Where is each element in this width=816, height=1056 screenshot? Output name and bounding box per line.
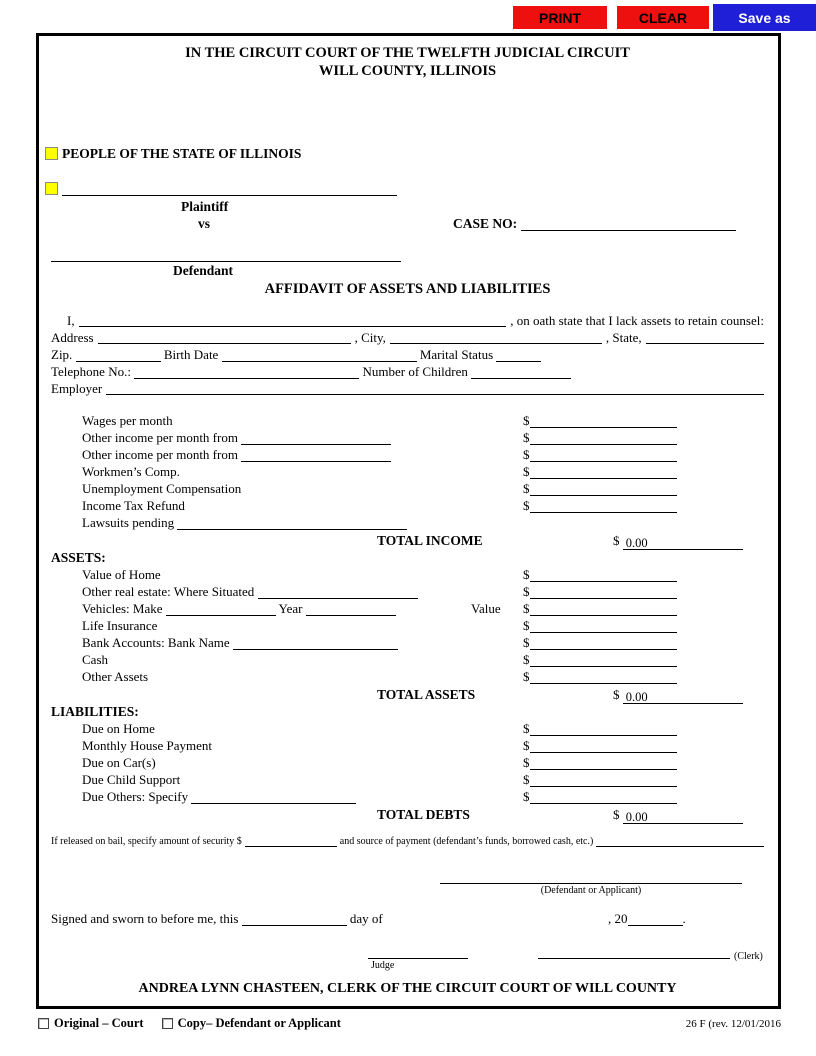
other-assets-label: Other Assets <box>82 669 149 684</box>
vehicles-year-label: Year <box>278 601 303 616</box>
value-of-home-label: Value of Home <box>82 567 161 582</box>
address-line <box>51 329 764 346</box>
signature-row <box>51 870 764 885</box>
liability-row-others <box>51 788 764 805</box>
total-assets-label: TOTAL ASSETS <box>377 687 476 702</box>
people-checkbox[interactable] <box>45 147 58 160</box>
due-on-home-field[interactable] <box>530 722 677 736</box>
income-row-wages <box>51 412 764 429</box>
dollar-sign: $ <box>523 413 530 428</box>
real-estate-location-field[interactable] <box>258 585 418 599</box>
zip-line <box>51 346 764 363</box>
save-as-button[interactable]: Save as <box>713 4 816 31</box>
total-income-value: 0.00 <box>623 536 743 550</box>
lawsuits-label: Lawsuits pending <box>82 515 175 530</box>
other-income-source-field-2[interactable] <box>241 448 391 462</box>
bail-security-field[interactable] <box>245 836 337 847</box>
other-income-amount-field-1[interactable] <box>530 431 677 445</box>
court-header-line2: WILL COUNTY, ILLINOIS <box>318 63 497 79</box>
zip-label: Zip. <box>51 347 73 362</box>
bail-source-field[interactable] <box>596 836 764 847</box>
asset-row-life-insurance <box>51 617 764 634</box>
liability-row-child-support <box>51 771 764 788</box>
assets-heading: ASSETS: <box>51 550 106 565</box>
income-row-other1 <box>51 429 764 446</box>
judge-label: Judge <box>371 960 395 971</box>
liabilities-heading: LIABILITIES: <box>51 704 139 719</box>
copy-label: Copy– Defendant or Applicant <box>177 1016 341 1030</box>
amount-group <box>523 651 677 668</box>
dollar-sign: $ <box>523 498 530 513</box>
life-insurance-label: Life Insurance <box>82 618 158 633</box>
marital-status-label: Marital Status <box>419 347 494 362</box>
i-label: I, <box>67 313 75 328</box>
judge-clerk-row <box>51 949 764 973</box>
form-title: AFFIDAVIT OF ASSETS AND LIABILITIES <box>264 281 551 297</box>
amount-group <box>523 771 677 788</box>
real-estate-value-field[interactable] <box>530 585 677 599</box>
case-no-label: CASE NO: <box>453 216 518 231</box>
total-amount-group <box>613 531 743 550</box>
tax-refund-amount-field[interactable] <box>530 499 677 513</box>
due-others-amount-field[interactable] <box>530 790 677 804</box>
plaintiff-name-field[interactable] <box>62 182 397 196</box>
total-income-row <box>51 531 764 550</box>
amount-group <box>523 737 677 754</box>
amount-group <box>523 429 677 446</box>
dollar-sign: $ <box>523 481 530 496</box>
dollar-sign: $ <box>523 430 530 445</box>
employer-field[interactable] <box>106 381 764 395</box>
dollar-sign: $ <box>613 687 620 702</box>
income-row-lawsuits <box>51 514 764 531</box>
cash-value-field[interactable] <box>530 653 677 667</box>
state-label: , State, <box>605 330 642 345</box>
total-debts-row <box>51 805 764 824</box>
liability-row-cars <box>51 754 764 771</box>
dollar-sign: $ <box>523 618 530 633</box>
bank-name-field[interactable] <box>233 636 398 650</box>
dollar-sign: $ <box>523 772 530 787</box>
year-prefix: , 20 <box>608 911 628 926</box>
income-row-tax-refund <box>51 497 764 514</box>
vehicle-year-field[interactable] <box>306 602 396 616</box>
asset-row-home <box>51 566 764 583</box>
row-label-group <box>82 514 407 531</box>
row-label-group <box>82 583 418 600</box>
vehicle-make-field[interactable] <box>166 602 276 616</box>
defendant-or-applicant-caption: (Defendant or Applicant) <box>540 885 642 896</box>
clerk-signature-field[interactable] <box>538 949 730 959</box>
dollar-sign: $ <box>613 533 620 548</box>
court-header <box>51 44 764 80</box>
amount-group <box>523 754 677 771</box>
year-field[interactable] <box>628 912 683 926</box>
state-field[interactable] <box>646 330 764 344</box>
asset-row-real-estate <box>51 583 764 600</box>
defendant-signature-field[interactable] <box>440 870 742 884</box>
amount-group <box>523 480 677 497</box>
telephone-line <box>51 363 764 380</box>
row-label-group <box>82 446 391 463</box>
amount-group <box>523 412 677 429</box>
house-payment-field[interactable] <box>530 739 677 753</box>
defendant-name-field[interactable] <box>51 248 401 262</box>
due-on-cars-label: Due on Car(s) <box>82 755 156 770</box>
asset-row-other <box>51 668 764 685</box>
bank-accounts-label: Bank Accounts: Bank Name <box>82 635 230 650</box>
dollar-sign: $ <box>523 601 530 616</box>
real-estate-label: Other real estate: Where Situated <box>82 584 255 599</box>
total-amount-group <box>613 685 743 704</box>
people-row <box>45 146 764 162</box>
workmens-comp-label: Workmen’s Comp. <box>82 464 180 479</box>
case-no-field[interactable] <box>521 217 736 231</box>
defendant-line <box>51 247 764 263</box>
zip-field[interactable] <box>76 348 161 362</box>
amount-group <box>523 634 677 651</box>
amount-group <box>523 617 677 634</box>
row-label-group <box>82 788 356 805</box>
other-assets-value-field[interactable] <box>530 670 677 684</box>
dollar-sign: $ <box>523 567 530 582</box>
bail-text-1: If released on bail, specify amount of security $ <box>51 836 242 847</box>
clear-button[interactable]: CLEAR <box>617 6 709 29</box>
telephone-label: Telephone No.: <box>51 364 131 379</box>
dollar-sign: $ <box>523 755 530 770</box>
clerk-label: (Clerk) <box>734 951 763 962</box>
row-label-group <box>82 600 396 617</box>
income-row-unemployment <box>51 480 764 497</box>
asset-row-bank <box>51 634 764 651</box>
other-income-label: Other income per month from <box>82 447 238 462</box>
city-label: , City, <box>354 330 386 345</box>
row-label-group <box>82 634 398 651</box>
marital-status-field[interactable] <box>496 348 541 362</box>
other-income-source-field-1[interactable] <box>241 431 391 445</box>
address-label: Address <box>51 330 94 345</box>
party-checkbox[interactable] <box>45 182 58 195</box>
amount-group <box>523 720 677 737</box>
bail-line <box>51 835 764 848</box>
liability-row-home <box>51 720 764 737</box>
vehicles-make-label: Vehicles: Make <box>82 601 163 616</box>
child-support-field[interactable] <box>530 773 677 787</box>
affiant-name-field[interactable] <box>79 313 507 327</box>
defendant-label: Defendant <box>173 263 233 278</box>
vehicle-value-field[interactable] <box>530 602 677 616</box>
address-field[interactable] <box>98 330 351 344</box>
amount-group <box>523 463 677 480</box>
distribution-row <box>38 1016 781 1031</box>
vs-label: vs <box>198 216 211 231</box>
judge-signature-field[interactable] <box>368 949 468 959</box>
other-income-label: Other income per month from <box>82 430 238 445</box>
amount-group <box>523 668 677 685</box>
plaintiff-label: Plaintiff <box>181 199 229 214</box>
city-field[interactable] <box>390 330 602 344</box>
life-insurance-value-field[interactable] <box>530 619 677 633</box>
year-group <box>608 911 686 927</box>
amount-group <box>523 600 677 617</box>
court-header-line1: IN THE CIRCUIT COURT OF THE TWELFTH JUDICIAL CIRCUIT <box>185 45 630 61</box>
tax-refund-label: Income Tax Refund <box>82 498 185 513</box>
party-row <box>45 181 764 197</box>
asset-row-cash <box>51 651 764 668</box>
dollar-sign: $ <box>523 721 530 736</box>
children-label: Number of Children <box>362 364 468 379</box>
workmens-comp-amount-field[interactable] <box>530 465 677 479</box>
bank-balance-field[interactable] <box>530 636 677 650</box>
home-value-field[interactable] <box>530 568 677 582</box>
due-others-specify-field[interactable] <box>191 790 356 804</box>
row-label-group <box>82 429 391 446</box>
dollar-sign: $ <box>523 652 530 667</box>
income-row-other2 <box>51 446 764 463</box>
form-page <box>36 33 781 1009</box>
amount-group <box>523 583 677 600</box>
people-label: PEOPLE OF THE STATE OF ILLINOIS <box>62 146 302 161</box>
total-amount-group <box>613 805 743 824</box>
bail-text-2: and source of payment (defendant’s funds, borrowed cash, etc.) <box>339 836 594 847</box>
total-debts-value: 0.00 <box>623 810 743 824</box>
amount-group <box>523 497 677 514</box>
form-revision: 26 F (rev. 12/01/2016 <box>685 1017 781 1030</box>
sworn-line <box>51 911 764 929</box>
wages-label: Wages per month <box>82 413 173 428</box>
income-row-workmens <box>51 463 764 480</box>
due-on-home-label: Due on Home <box>82 721 155 736</box>
day-of-label: day of <box>349 911 383 926</box>
employer-label: Employer <box>51 381 103 396</box>
unemployment-amount-field[interactable] <box>530 482 677 496</box>
amount-group <box>523 566 677 583</box>
birth-date-field[interactable] <box>222 348 417 362</box>
print-button[interactable]: PRINT <box>513 6 607 29</box>
dollar-sign: $ <box>523 464 530 479</box>
telephone-field[interactable] <box>134 365 359 379</box>
copy-checkbox[interactable] <box>162 1018 173 1029</box>
oath-line <box>51 312 764 329</box>
signature-caption-row <box>51 885 764 898</box>
child-support-label: Due Child Support <box>82 772 181 787</box>
clerk-name-line: ANDREA LYNN CHASTEEN, CLERK OF THE CIRCUIT COURT OF WILL COUNTY <box>138 981 677 996</box>
due-others-label: Due Others: Specify <box>82 789 189 804</box>
sworn-day-field[interactable] <box>242 912 347 926</box>
amount-group <box>523 788 677 805</box>
dollar-sign: $ <box>523 447 530 462</box>
employer-line <box>51 380 764 397</box>
dollar-sign: $ <box>523 584 530 599</box>
case-no-group <box>453 216 736 232</box>
dollar-sign: $ <box>613 807 620 822</box>
total-income-label: TOTAL INCOME <box>377 533 483 548</box>
vehicles-value-label: Value <box>471 601 501 616</box>
vs-case-row <box>51 216 764 234</box>
total-debts-label: TOTAL DEBTS <box>377 807 470 822</box>
dollar-sign: $ <box>523 669 530 684</box>
wages-amount-field[interactable] <box>530 414 677 428</box>
total-assets-value: 0.00 <box>623 690 743 704</box>
other-income-amount-field-2[interactable] <box>530 448 677 462</box>
lawsuits-pending-field[interactable] <box>177 516 407 530</box>
amount-group <box>523 446 677 463</box>
sworn-text: Signed and sworn to before me, this <box>51 911 239 926</box>
dollar-sign: $ <box>523 789 530 804</box>
original-checkbox[interactable] <box>38 1018 49 1029</box>
house-payment-label: Monthly House Payment <box>82 738 212 753</box>
asset-row-vehicles <box>51 600 764 617</box>
dollar-sign: $ <box>523 738 530 753</box>
year-suffix: . <box>682 911 686 926</box>
cash-label: Cash <box>82 652 108 667</box>
original-label: Original – Court <box>54 1016 144 1030</box>
dollar-sign: $ <box>523 635 530 650</box>
birth-date-label: Birth Date <box>163 347 219 362</box>
oath-text: , on oath state that I lack assets to retain counsel: <box>510 313 764 328</box>
liability-row-house-payment <box>51 737 764 754</box>
children-field[interactable] <box>471 365 571 379</box>
total-assets-row <box>51 685 764 704</box>
unemployment-label: Unemployment Compensation <box>82 481 242 496</box>
due-on-cars-field[interactable] <box>530 756 677 770</box>
